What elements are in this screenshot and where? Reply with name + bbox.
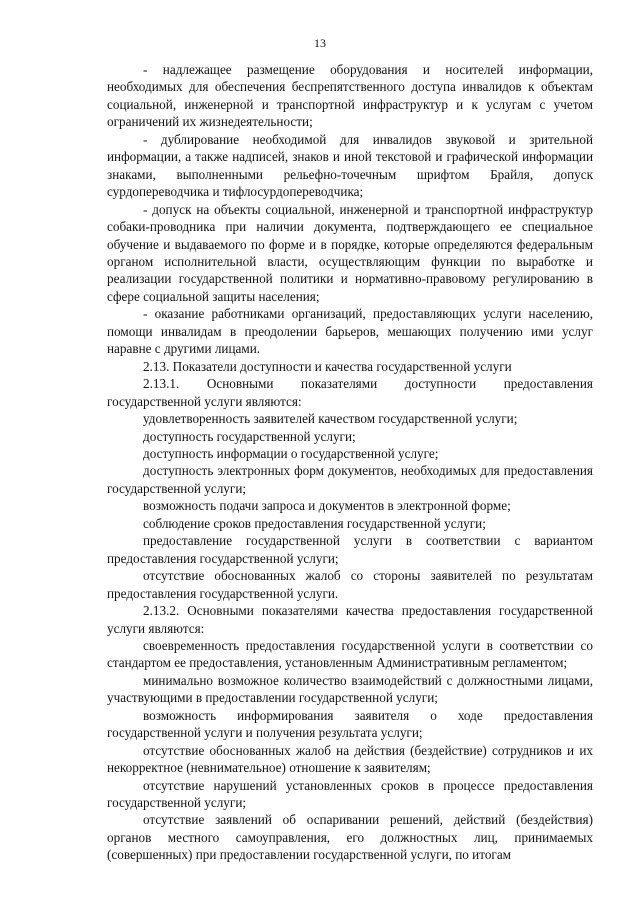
paragraph: своевременность предоставления государственной услуги в соответствии со стандартом ее предоставления, установленным Административным регламентом; xyxy=(107,637,593,671)
paragraph: отсутствие обоснованных жалоб на действия (бездействие) сотрудников и их некорректное (невнимательное) отношение к заявителям; xyxy=(107,742,593,776)
section-heading: 2.13. Показатели доступности и качества государственной услуги xyxy=(143,358,512,374)
paragraph: отсутствие заявлений об оспаривании решений, действий (бездействия) органов местного самоуправления, его должностных лиц, принимаемых (совершенных) при предоставлении государственной услуги, по итогам xyxy=(107,812,593,863)
paragraph: возможность информирования заявителя о ходе предоставления государственной услуги и получения результата услуги; xyxy=(107,707,593,741)
paragraph: - дублирование необходимой для инвалидов звуковой и зрительной информации, а также надписей, знаков и иной текстовой и графической информации знаками, выполненными рельефно-точечным шрифтом Брайля, допуск сурдопереводчика и тифлосурдопереводчика; xyxy=(107,131,593,200)
paragraph: - допуск на объекты социальной, инженерной и транспортной инфраструктур собаки-проводника при наличии документа, подтверждающего ее специальное обучение и выдаваемого по форме и в порядке, которые определяются федеральным органом исполнительной власти, осуществляющим функции по выработке и реализации государственной политики и нормативно-правовому регулированию в сфере социальной защиты населения; xyxy=(107,201,593,304)
document-body xyxy=(107,61,593,864)
paragraph: соблюдение сроков предоставления государственной услуги; xyxy=(143,515,486,531)
paragraph: удовлетворенность заявителей качеством государственной услуги; xyxy=(143,411,518,427)
paragraph: 2.13.1. Основными показателями доступности предоставления государственной услуги являются: xyxy=(107,376,593,409)
paragraph: доступность информации о государственной услуге; xyxy=(143,445,439,461)
paragraph: предоставление государственной услуги в соответствии с вариантом предоставления государственной услуги; xyxy=(107,533,593,566)
paragraph: доступность электронных форм документов, необходимых для предоставления государственной услуги; xyxy=(107,463,593,496)
paragraph: возможность подачи запроса и документов в электронной форме; xyxy=(143,498,511,514)
paragraph: - оказание работниками организаций, предоставляющих услуги населению, помощи инвалидам в преодолении барьеров, мешающих получению ими услуг наравне с другими лицами. xyxy=(107,306,593,357)
paragraph: 2.13.2. Основными показателями качества предоставления государственной услуги являются: xyxy=(107,603,593,636)
page-number: 13 xyxy=(314,36,326,50)
paragraph: отсутствие нарушений установленных сроков в процессе предоставления государственной услуги; xyxy=(107,777,593,811)
paragraph: доступность государственной услуги; xyxy=(143,428,356,444)
paragraph: - надлежащее размещение оборудования и носителей информации, необходимых для обеспечения беспрепятственного доступа инвалидов к объектам социальной, инженерной и транспортной инфраструктур и к услугам с учетом ограничений их жизнедеятельности; xyxy=(107,62,593,130)
paragraph: отсутствие обоснованных жалоб со стороны заявителей по результатам предоставления государственной услуги. xyxy=(107,568,593,601)
paragraph: минимально возможное количество взаимодействий с должностными лицами, участвующими в предоставлении государственной услуги; xyxy=(107,672,593,706)
